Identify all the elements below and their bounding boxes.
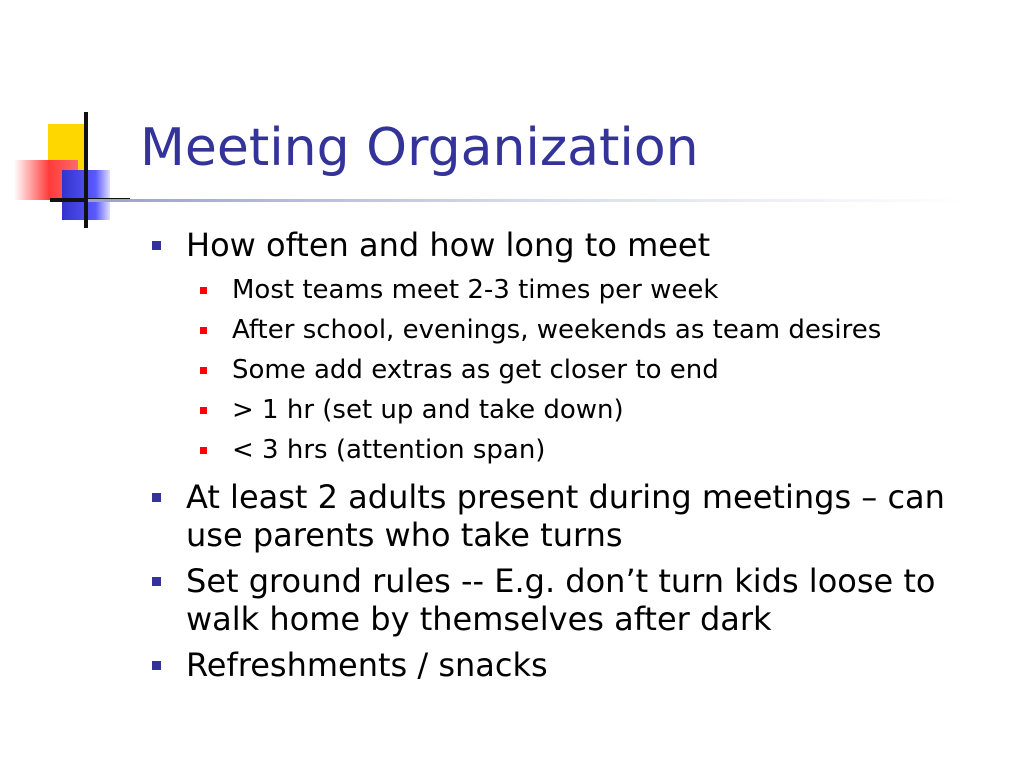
sub-bullet-text: > 1 hr (set up and take down) — [232, 395, 624, 425]
square-bullet-icon — [152, 577, 161, 586]
sub-bullet-text: Some add extras as get closer to end — [232, 355, 719, 385]
bullet-item — [150, 226, 1010, 470]
square-bullet-icon — [152, 493, 161, 502]
square-bullet-icon — [152, 661, 161, 670]
square-bullet-icon — [200, 407, 207, 414]
bullet-list — [150, 226, 1010, 684]
square-bullet-icon — [200, 447, 207, 454]
square-bullet-icon — [200, 327, 207, 334]
sub-bullet-item — [186, 270, 1010, 310]
sub-bullet-list — [186, 270, 1010, 470]
square-bullet-icon — [152, 241, 161, 250]
bullet-item — [150, 562, 1010, 638]
square-bullet-icon — [200, 287, 207, 294]
square-bullet-icon — [200, 367, 207, 374]
bullet-item — [150, 478, 1010, 554]
bullet-item — [150, 646, 1010, 684]
bullet-text: Set ground rules -- E.g. don’t turn kids loose to walk home by themselves after dark — [186, 562, 936, 638]
decorative-logo — [0, 0, 150, 240]
title-underline — [88, 199, 968, 202]
sub-bullet-text: Most teams meet 2-3 times per week — [232, 275, 719, 305]
bullet-text: Refreshments / snacks — [186, 646, 548, 684]
bullet-text: At least 2 adults present during meetings – can use parents who take turns — [186, 478, 945, 554]
sub-bullet-text: After school, evenings, weekends as team desires — [232, 315, 882, 345]
sub-bullet-item — [186, 310, 1010, 350]
slide-content — [150, 226, 1010, 692]
sub-bullet-item — [186, 430, 1010, 470]
sub-bullet-text: < 3 hrs (attention span) — [232, 435, 546, 465]
sub-bullet-item — [186, 390, 1010, 430]
bullet-text: How often and how long to meet — [186, 226, 711, 264]
slide-title: Meeting Organization — [140, 118, 699, 178]
logo-vertical-line — [84, 112, 88, 228]
sub-bullet-item — [186, 350, 1010, 390]
